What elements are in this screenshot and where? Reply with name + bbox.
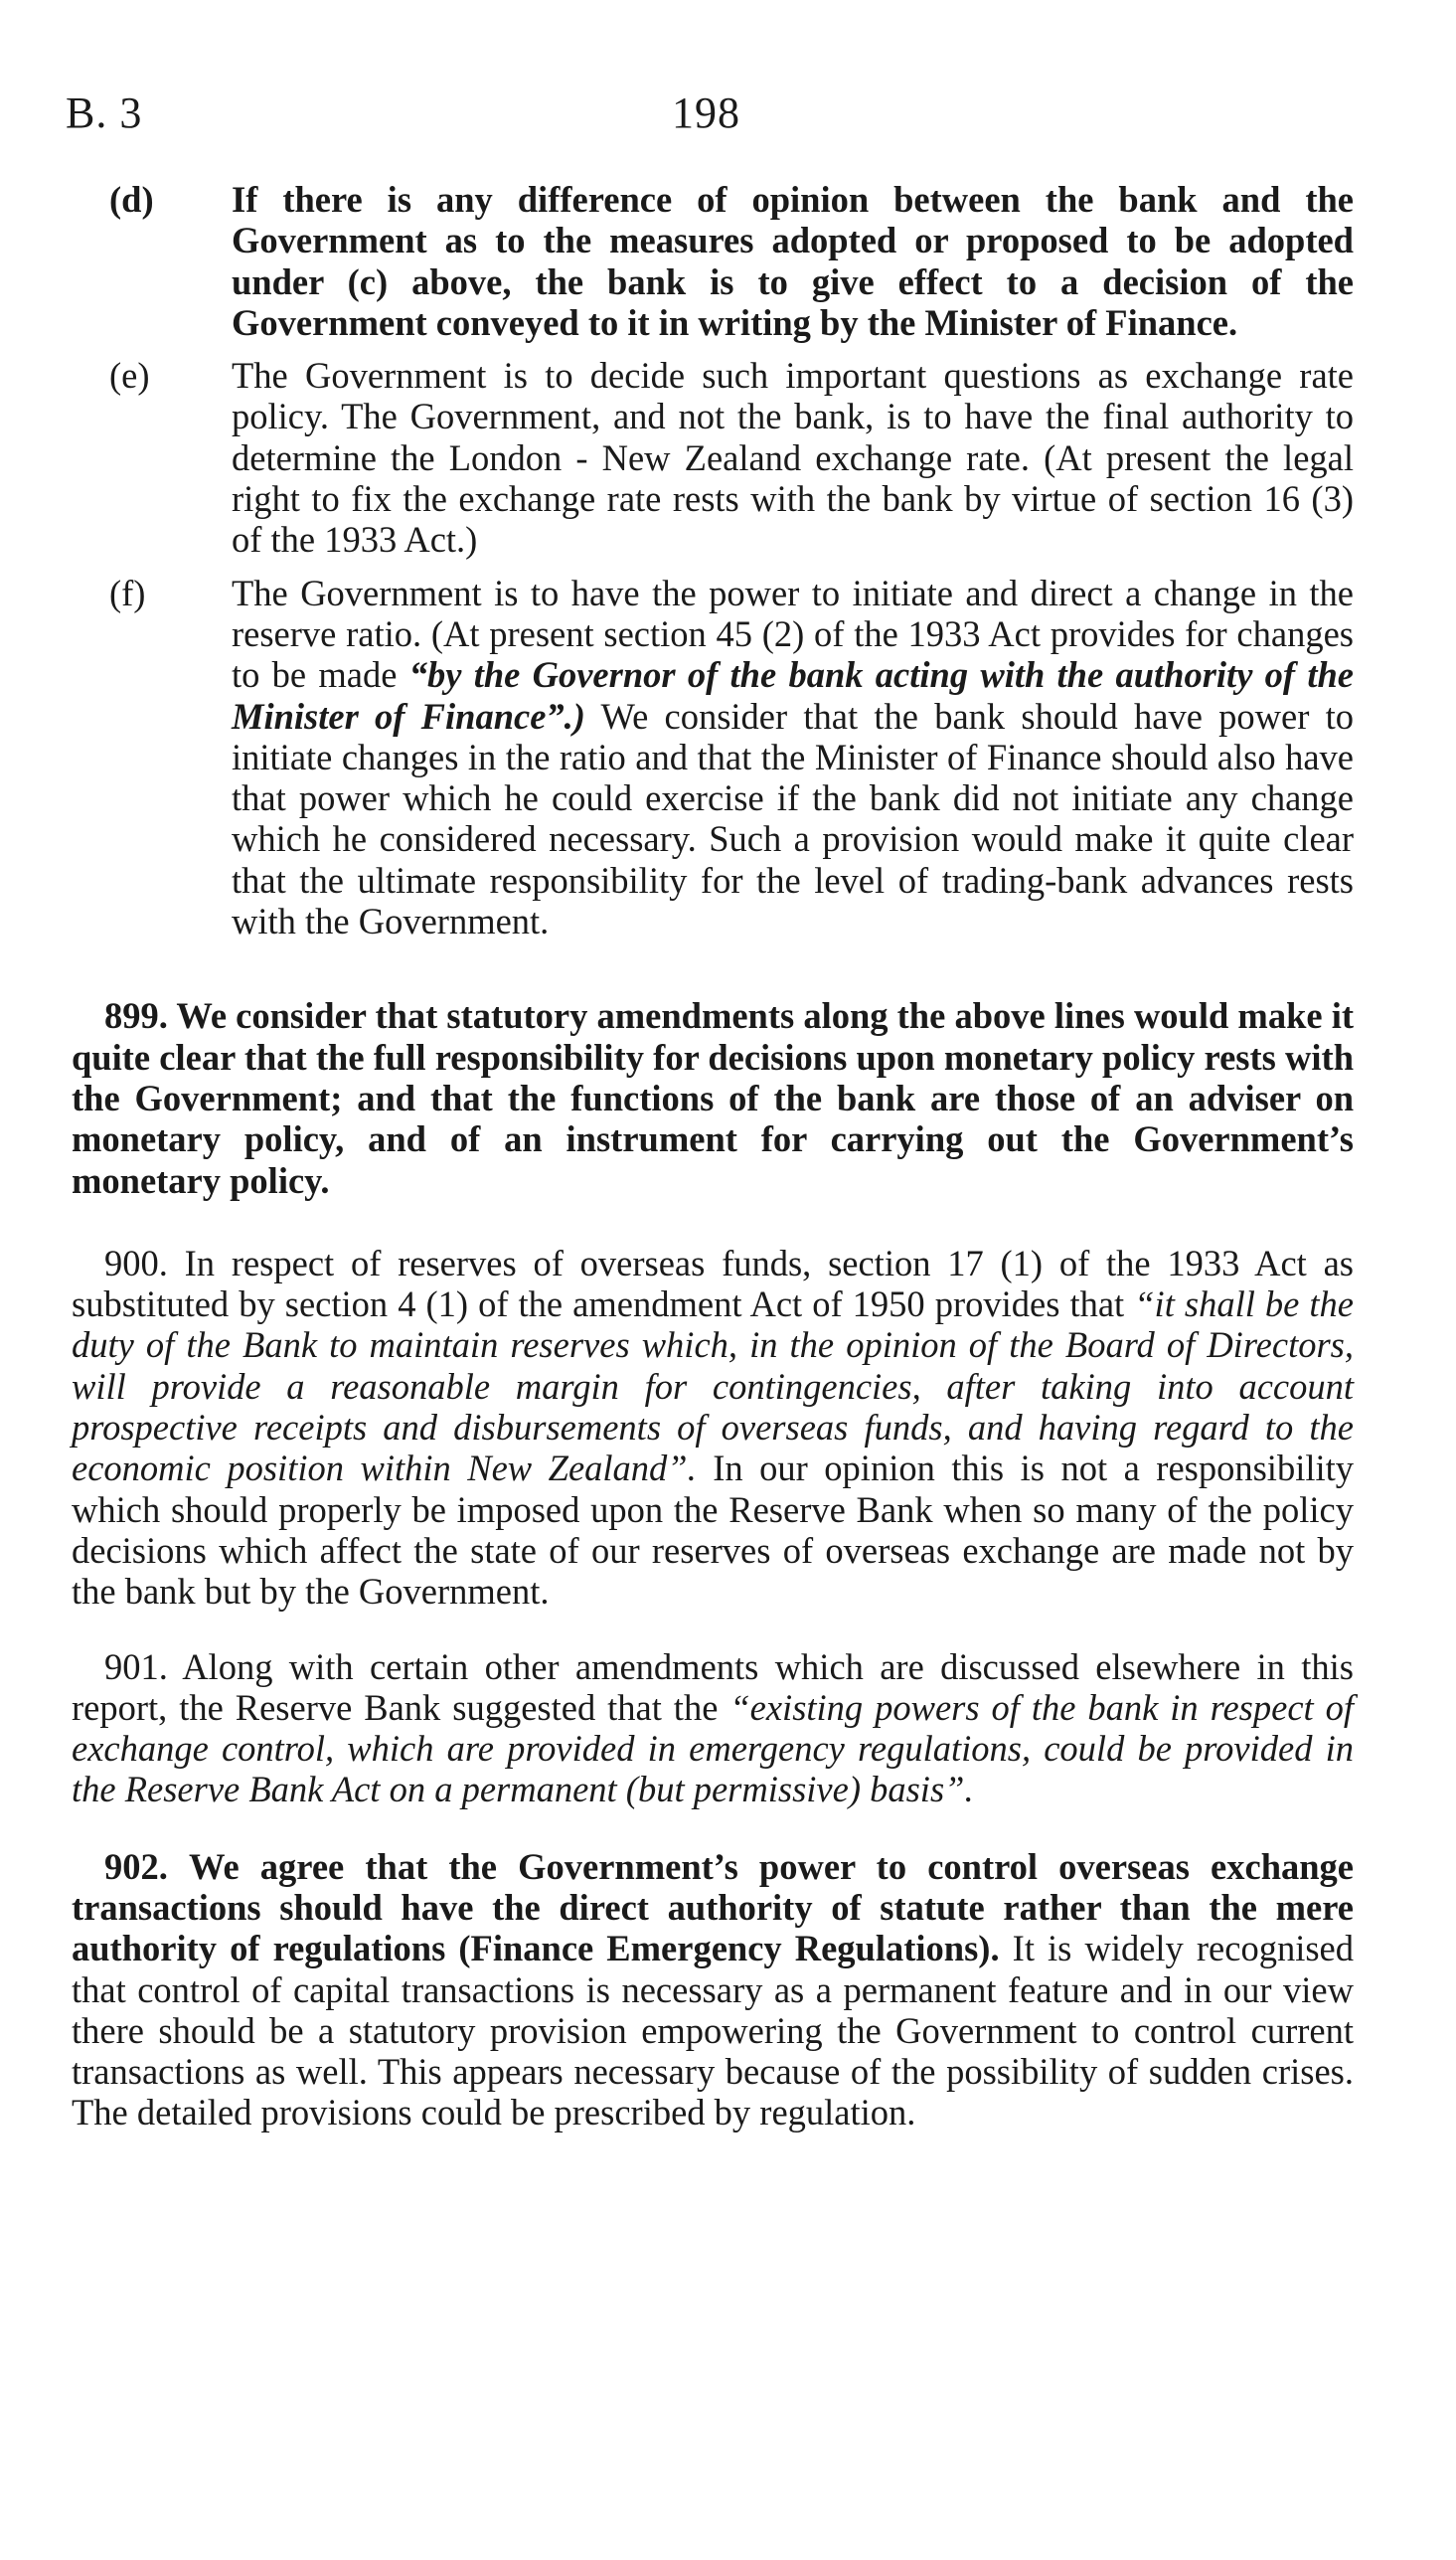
- paragraph-number: 901.: [104, 1645, 168, 1687]
- paragraph-901: [72, 1646, 1354, 1810]
- paragraph-text: It is widely recognised that control of capital transactions is necessary as a permanent feature and in our view there should be a statutory provision empowering the Government to control current transactions as well. This appears necessary because of the possibility of sudden crises. The detailed provisions could be prescribed by regulation.: [72, 1928, 1354, 2133]
- list-item-text: The Government is to have the power to initiate and direct a change in the reserve ratio. (At present section 45 (2) of the 1933 Act provides for changes to be made: [232, 572, 1354, 696]
- paragraph-899: [72, 995, 1354, 1200]
- list-item-label: (f): [109, 572, 146, 613]
- list-item-e: [72, 355, 1354, 560]
- paragraph-number: 900.: [104, 1242, 168, 1283]
- paragraph-text: Along with certain other amendments which are discussed elsewhere in this report, the Reserve Bank suggested that the: [72, 1645, 1354, 1728]
- document-body: [72, 179, 1354, 2133]
- paragraph-text-bold: We agree that the Government’s power to control overseas exchange transactions should have the direct authority of statute rather than the mere authority of regulations (Finance Emergency Regulations).: [72, 1845, 1354, 1969]
- list-item-d: [72, 179, 1354, 343]
- paragraph-text: We consider that statutory amendments along the above lines would make it quite clear that the full responsibility for decisions upon monetary policy rests with the Government; and that the functions of the bank are those of an adviser on monetary policy, and of an instrument for carrying out the Government’s monetary policy.: [72, 995, 1355, 1201]
- list-item-text: The Government is to decide such important questions as exchange rate policy. The Government, and not the bank, is to have the final authority to determine the London - New Zealand exchange rate. (At present the legal right to fix the exchange rate rests with the bank by virtue of section 16 (3) of the 1933 Act.): [232, 355, 1354, 561]
- paragraph-number: 899.: [104, 995, 168, 1037]
- list-item-text: If there is any difference of opinion between the bank and the Government as to the measures adopted or proposed to be adopted under (c) above, the bank is to give effect to a decision of the Government conveyed to it in writing by the Minister of Finance.: [232, 179, 1354, 343]
- paragraph-text: In our opinion this is not a responsibility which should properly be imposed upon the Reserve Bank when so many of the policy decisions which affect the state of our reserves of overseas exchange are made not by the bank but by the Government.: [72, 1448, 1355, 1613]
- list-item-text: We consider that the bank should have power to initiate changes in the ratio and that the Minister of Finance should also have that power which he could exercise if the bank did not initiate any change which he considered necessary. Such a provision would make it quite clear that the ultimate responsibility for the level of trading-bank advances rests with the Government.: [232, 695, 1354, 942]
- paragraph-text: In respect of reserves of overseas funds, section 17 (1) of the 1933 Act as substituted by section 4 (1) of the amendment Act of 1950 provides that: [72, 1242, 1355, 1325]
- list-item-label: (d): [109, 179, 154, 220]
- quoted-text: “by the Governor of the bank acting with the authority of the Minister of Finance”.): [232, 654, 1354, 737]
- list-item-label: (e): [109, 355, 150, 397]
- page-number: 198: [672, 88, 740, 137]
- paragraph-900: [72, 1243, 1354, 1613]
- quoted-text: “it shall be the duty of the Bank to maintain reserves which, in the opinion of the Board of Directors, will provide a reasonable margin for contingencies, after taking into account prospective receipts and disbursements of overseas funds, and having regard to the economic position within New Zealand”.: [72, 1283, 1354, 1489]
- list-item-f: [72, 573, 1354, 942]
- paragraph-number: 902.: [104, 1845, 168, 1887]
- series-reference: B. 3: [66, 88, 143, 137]
- paragraph-902: [72, 1846, 1354, 2133]
- quoted-text: “existing powers of the bank in respect of exchange control, which are provided in emergency regulations, could be provided in the Reserve Bank Act on a permanent (but permissive) basis”.: [72, 1686, 1355, 1810]
